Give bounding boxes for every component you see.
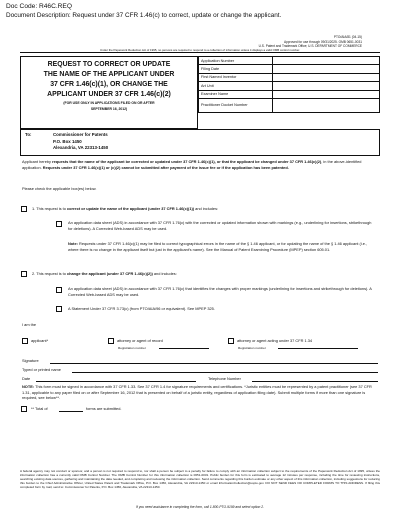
id-label-first-named-inventor: First Named Inventor [199,73,273,81]
total-forms-count-line[interactable] [59,411,83,412]
intro-bold-2: Requests under 37 CFR 1.46(c)(1) or (c)(2) cannot be submitted after payment of the issue fee or if the application has been patented. [42,164,289,170]
form-title-line-3: 37 CFR 1.46(c)(1), OR CHANGE THE [50,81,168,88]
option-2-ads-text: An application data sheet (ADS) in accordance with 37 CFR 1.76(c) that identifies the changes with proper markings (underlining for insertions and strikethrough for deletions). A Corrected Web-based ADS may be used. [68,286,372,297]
intro-text-1: Applicant hereby [22,159,53,164]
i-am-label: I am the [22,322,37,327]
id-row-filing-date [199,65,380,73]
option-1-bold: correct or update the name of the applicant (under 37 CFR 1.46(c)(1)) [66,206,195,211]
form-title-box [20,56,198,129]
option-1-ads-text: An application data sheet (ADS) in accordance with 37 CFR 1.76(c) with the corrected or updated information shown with markings (e.g., underlining for insertions, strikethrough for deletions). A Corrected Web-based ADS may be used. [68,220,372,231]
option-2-ads-checkbox[interactable] [56,287,62,293]
total-forms-prefix: ** Total of [31,406,48,411]
note-label: NOTE: [22,384,35,389]
telephone-label: Telephone Number [208,376,241,381]
doc-code: Doc Code: R46C.REQ [6,3,72,10]
option-1-note-text: Requests under 37 CFR 1.46(c)(1) may be filed to correct typographical errors in the name of the § 1.46 applicant, or for updating the name of the § 1.46 applicant (i.e., where there is no change in the applicant itself but just in the applicant's name). See the Manual of Patent Examining Procedure (MPEP) section 605.01. [68,241,368,252]
option-2-label [32,271,378,277]
omb-notice: Under the Paperwork Reduction Act of 1995, no persons are required to respond to a collection of information unless it displays a valid OMB control number. [100,48,300,52]
check-prompt: Please check the applicable box(es) below. [22,186,97,191]
option-2-text-1: 2. This request is to [32,271,67,276]
signature-line[interactable] [50,363,378,364]
applicant-checkbox[interactable] [22,338,28,344]
applicant-label: applicant* [31,338,49,343]
intro-paragraph [22,159,378,170]
docket-number-field[interactable] [273,98,380,112]
option-1-checkbox[interactable] [21,206,27,212]
burden-statement: A federal agency may not conduct or sponsor, and a person is not required to respond to, nor shall a person be subject to a penalty for failure to comply with an information collection subject to the requirements of the Paperwork Reduction Act of 1995, unless the information collection has a currently valid OMB Control Number. The OMB Control Number for this information collection is 0651-0031. Public burden for this form is estimated to average 12 minutes per response, including the time for reviewing instructions, searching existing data sources, gathering and maintaining the data needed, and completing and reviewing the information collection. Send comments regarding this burden estimate or any other aspect of this information collection, including suggestions for reducing this burden to the Chief Administrative Officer, United States Patent and Trademark Office, P.O. Box 1450, Alexandria, VA 22313-1450 or email InformationCollection@uspto.gov. DO NOT SEND FEES OR COMPLETED FORMS TO THIS ADDRESS. If filing this completed form by mail, send to: Commissioner for Patents, P.O. Box 1450, Alexandria, VA 22313-1450. [20,469,380,489]
form-number: PTO/AIA/81 (04-15) [333,35,362,39]
form-approval: Approved for use through 09/31/2025. OMB 0651-0031 [284,39,362,44]
total-forms-checkbox[interactable] [21,406,27,412]
to-label: To: [25,132,32,137]
id-row-examiner-name [199,90,380,98]
addressee-lines [53,132,108,152]
intro-text-2: , in the above-identified application. [22,159,362,170]
id-label-application-number: Application Number [199,57,273,65]
form-title-line-2: THE NAME OF THE APPLICANT UNDER [43,71,175,78]
option-1-ads-checkbox[interactable] [56,221,62,227]
option-1-text-2: and includes: [194,206,219,211]
id-row-docket-number [199,98,380,112]
signature-label: Signature [22,358,39,363]
addressee-box [20,129,380,156]
addressee-line-1: Commissioner for Patents [53,132,108,137]
attorney-capacity-registration-label: Registration number [238,346,266,350]
form-title-line-1: REQUEST TO CORRECT OR UPDATE [47,61,171,68]
addressee-line-3: Alexandria, VA 22313-1450 [53,145,109,151]
option-2-statement-checkbox[interactable] [56,306,62,312]
attorney-of-record-registration-line[interactable] [159,348,209,349]
intro-bold-1: requests that the name of the applicant be corrected or updated under 37 CFR 1.46(c)(1), or that the applicant be changed under 37 CFR 1.46(c)(2) [52,159,322,164]
attorney-of-record-checkbox[interactable] [108,338,114,344]
doc-description: Document Description: Request under 37 CFR 1.46(c) to correct, update or change the applicant. [6,12,282,19]
application-id-table [198,56,380,113]
art-unit-field[interactable] [273,82,380,90]
header-divider [20,52,380,53]
attorney-capacity-registration-line[interactable] [278,348,358,349]
option-1-note-label: Note: [68,241,78,246]
date-label: Date [22,376,31,381]
note-text: This form must be signed in accordance with 37 CFR 1.33. See 37 CFR 1.4 for signature requirements and certifications. *Juristic entities must be represented by a patent practitioner (see 37 CFR 1.31, applicable to any paper filed on or after September 16, 2012 that is presented on behalf of a juristic entity, regardless of application filing date). Submit multiple forms if more than one signature is required, see below**. [22,384,372,401]
typed-name-label: Typed or printed name [22,367,61,372]
date-line[interactable] [36,381,196,382]
option-1-text-1: 1. This request is to [32,206,67,211]
form-subtitle-line-1: (FOR USE ONLY IN APPLICATIONS FILED ON OR AFTER [63,101,155,105]
total-forms-suffix: forms are submitted. [86,406,122,411]
option-2-bold: change the applicant (under 37 CFR 1.46(c)(2)) [66,271,153,276]
option-1-label [32,206,378,212]
assistance-footer: If you need assistance in completing the form, call 1-800-PTO-9199 and select option 2. [135,505,265,509]
id-label-filing-date: Filing Date [199,65,273,73]
examiner-name-field[interactable] [273,90,380,98]
id-label-examiner-name: Examiner Name [199,90,273,98]
option-1-note [68,241,376,252]
id-row-application-number [199,57,380,65]
id-label-docket-number: Practitioner Docket Number [199,98,273,112]
id-row-art-unit [199,82,380,90]
note-block [22,384,378,401]
addressee-line-2: P.O. Box 1450 [53,138,82,144]
option-2-checkbox[interactable] [21,271,27,277]
option-2-text-2: and includes: [152,271,177,276]
form-title-line-4: APPLICANT UNDER 37 CFR 1.46(c)(2) [47,91,171,98]
attorney-of-record-registration-label: Registration number [118,346,146,350]
form-meta [259,35,362,49]
attorney-capacity-checkbox[interactable] [228,338,234,344]
first-named-inventor-field[interactable] [273,73,380,81]
form-subtitle-line-2: SEPTEMBER 16, 2012) [90,106,128,111]
attorney-of-record-label: attorney or agent of record [117,338,163,343]
id-label-art-unit: Art Unit [199,82,273,90]
option-2-statement-text: A Statement Under 37 CFR 3.73(c) (from PTO/AIA/96 or equivalent). See MPEP 325. [68,306,215,311]
typed-name-line[interactable] [72,372,378,373]
filing-date-field[interactable] [273,65,380,73]
id-row-first-named-inventor [199,73,380,81]
attorney-capacity-label: attorney or agent acting under 37 CFR 1.34 [237,338,313,343]
application-number-field[interactable] [273,57,380,65]
telephone-line[interactable] [252,381,378,382]
form-agency: U.S. Patent and Trademark Office; U.S. DEPARTMENT OF COMMERCE [258,44,362,49]
